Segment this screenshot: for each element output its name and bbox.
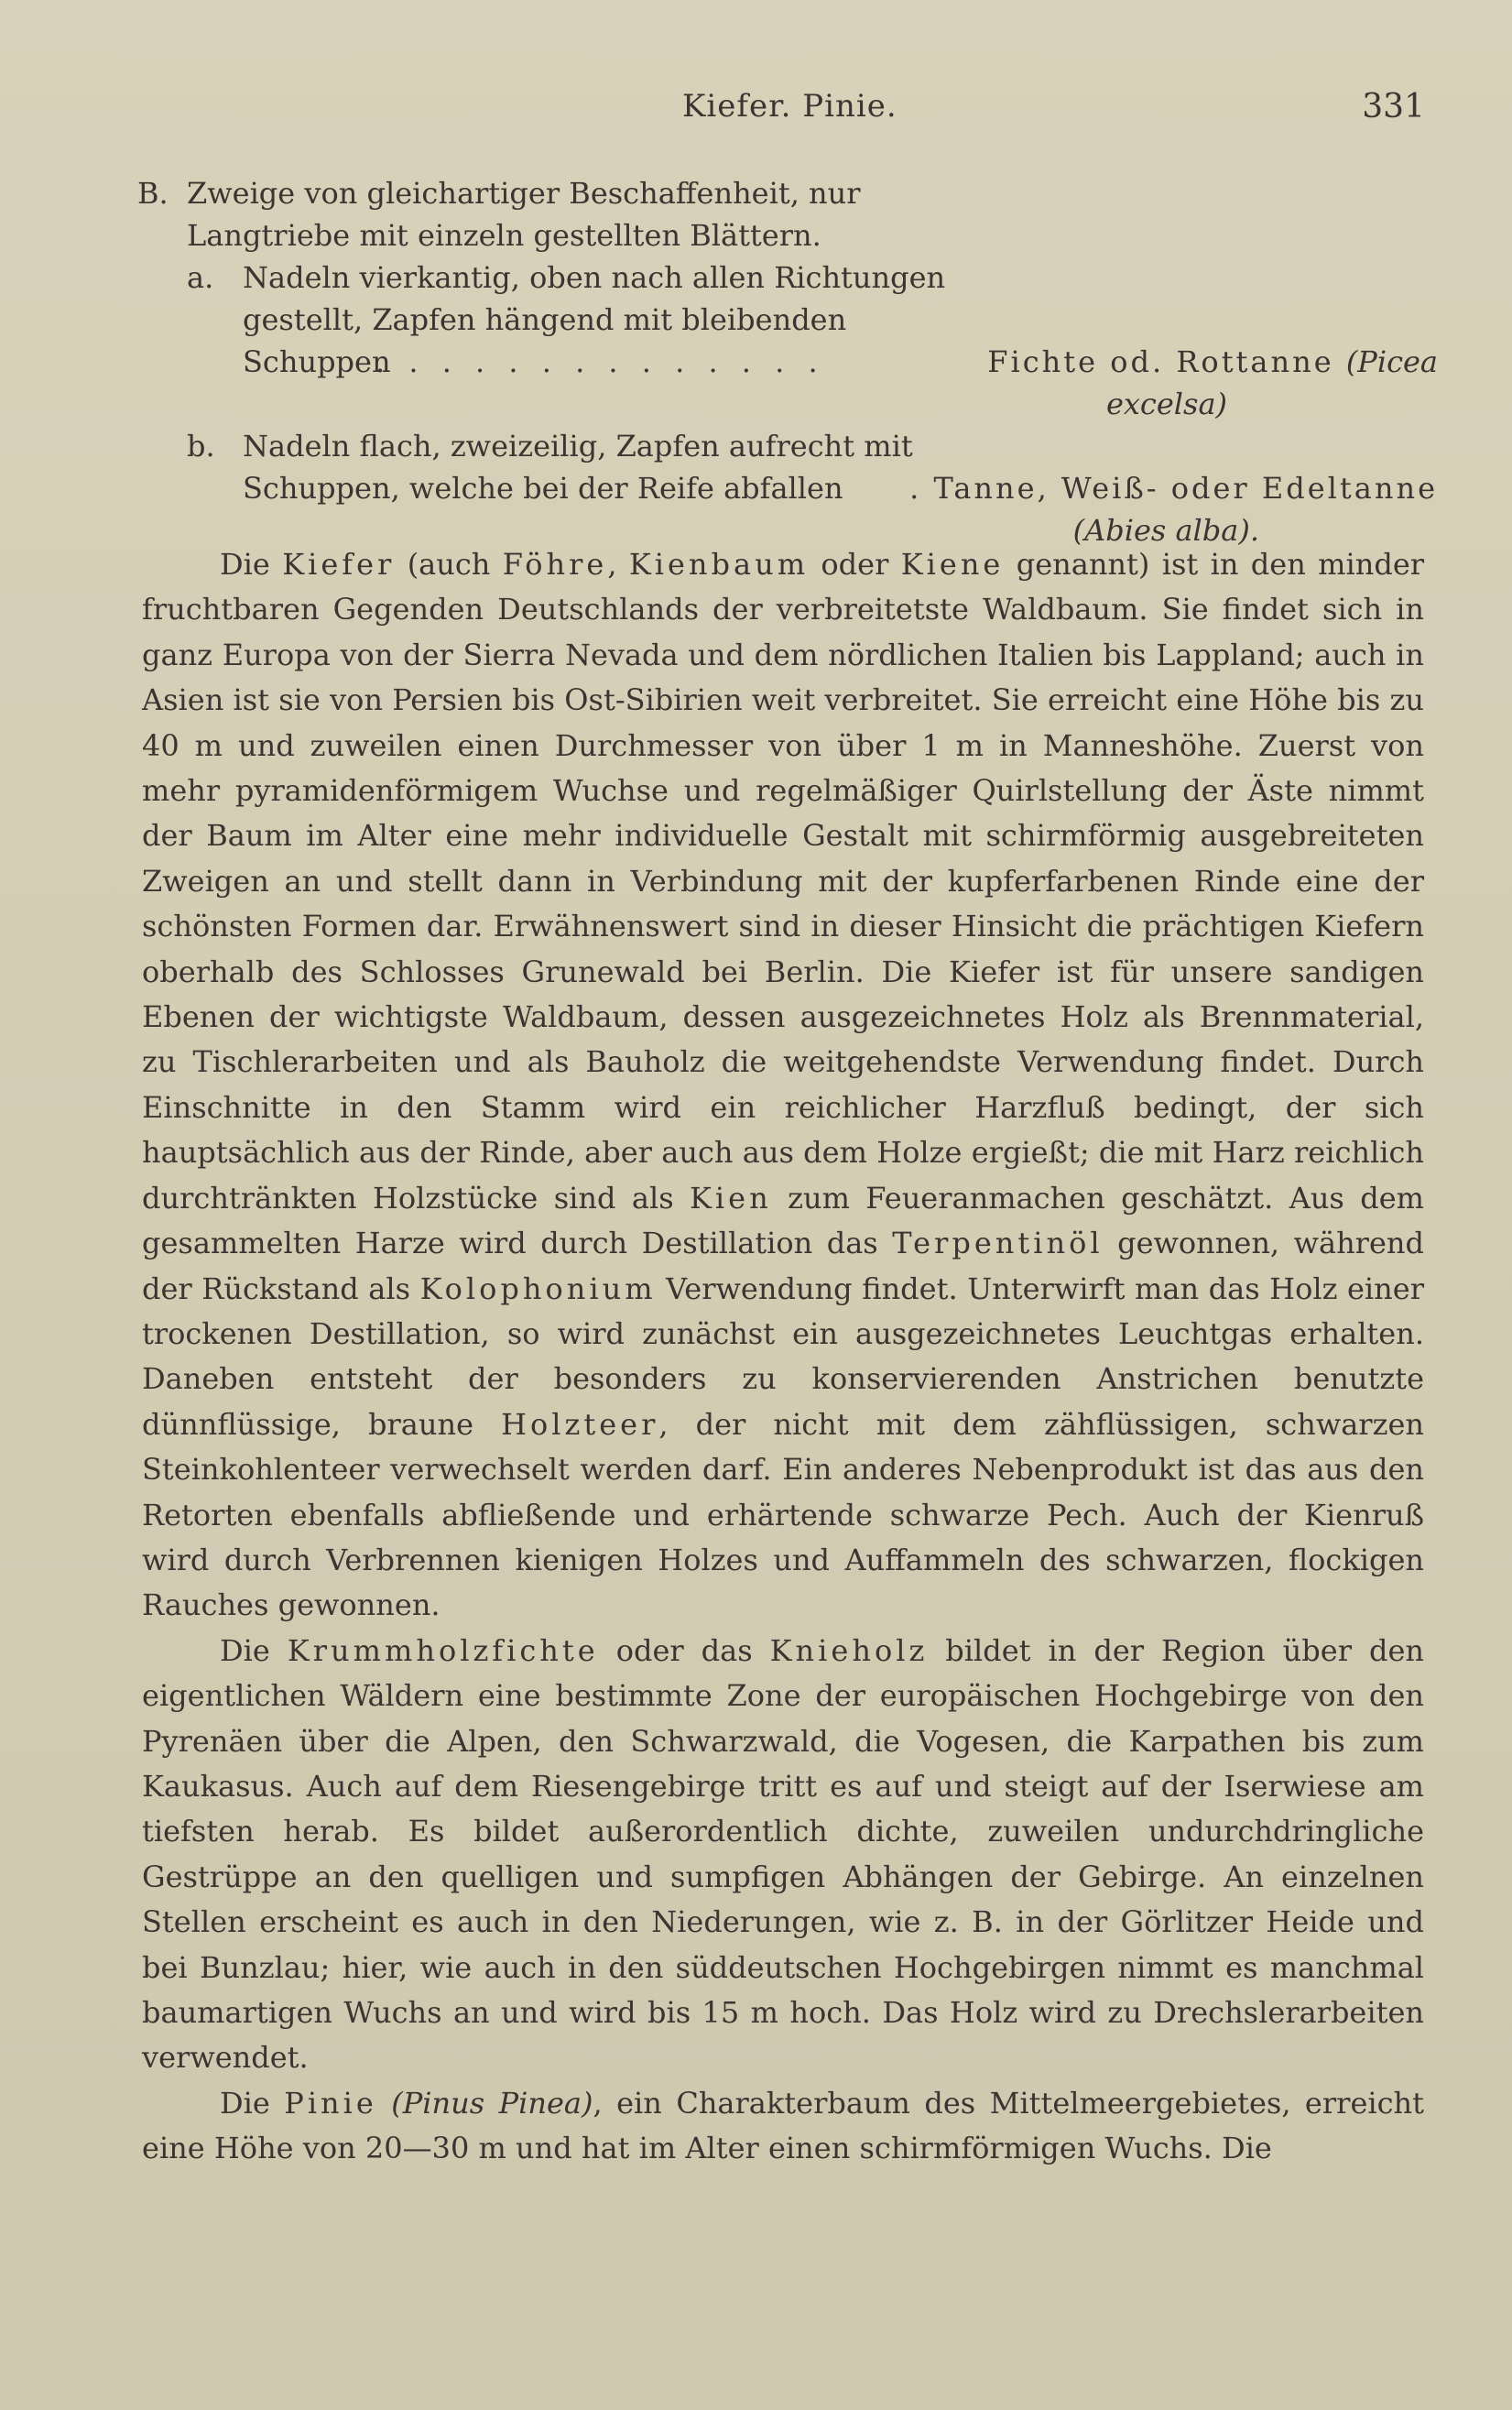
paragraph: [142, 2081, 1424, 2172]
key-row: [137, 425, 1438, 467]
key-row: [137, 172, 1438, 214]
key-text: Zweige von gleichartiger Beschaffenheit, nur: [187, 176, 861, 211]
key-label-b-upper: B.: [137, 176, 169, 211]
term: Kiefer: [282, 547, 396, 582]
latin-name: excelsa): [1105, 387, 1227, 421]
key-text: Nadeln flach, zweizeilig, Zapfen aufrecht mit: [243, 429, 913, 463]
paragraph: [142, 542, 1424, 1629]
running-head: Kiefer. Pinie.: [682, 88, 897, 125]
text: oder: [809, 547, 901, 582]
text: Die: [220, 2085, 285, 2121]
key-text: Schuppen: [243, 344, 391, 379]
term: Kiene: [900, 547, 1005, 582]
latin-name: (Pinus Pinea): [391, 2085, 593, 2121]
text: oder das: [598, 1632, 770, 1668]
text: gewonnen, während der Rückstand als: [142, 1226, 1425, 1306]
key-text: Schuppen, welche bei der Reife abfallen: [243, 471, 843, 506]
key-row: [137, 341, 1438, 383]
text: Verwendung findet. Unterwirft man das Holz einer trockenen Destillation, so wird zunächst ein ausgezeichnetes Leuchtgas erhalten. Daneben entsteht der besonders zu konservierenden Anstrichen benutzte dünnflüssige, braune: [142, 1270, 1425, 1442]
text: , ein Charakterbaum des Mittelmeergebietes, erreicht eine Höhe von 20—30 m und hat im Alter einen schirmförmigen Wuchs. Die: [142, 2085, 1425, 2166]
text: , der nicht mit dem zähflüssigen, schwarzen Steinkohlenteer verwechselt werden darf. Ein anderes Nebenprodukt ist das aus den Retorten ebenfalls abfließende und erhärtende schwarze Pech. Auch der Kienruß wird durch Verbrennen kienigen Holzes und Auffammeln des schwarzen, flockigen Rauches gewonnen.: [142, 1406, 1425, 1623]
latin-name: (Abies alba).: [1072, 513, 1259, 548]
key-result: [1106, 383, 1227, 425]
text: Die: [220, 547, 283, 582]
key-text: gestellt, Zapfen hängend mit bleibenden: [243, 302, 847, 337]
text: (auch: [395, 547, 503, 582]
key-row: [137, 467, 1438, 509]
common-name: Fichte od. Rottanne: [987, 344, 1334, 379]
paragraph: [142, 1629, 1424, 2081]
body-text: [142, 542, 1424, 2172]
term: Kolophonium: [419, 1270, 657, 1306]
text: bildet in der Region über den eigentlichen Wäldern eine bestimmte Zone der europäischen Hochgebirge von den Pyrenäen über die Alpen, den Schwarzwald, die Vogesen, die Karpathen bis zum Kaukasus. Auch auf dem Riesengebirge tritt es auf und steigt auf der Iserwiese am tiefsten herab. Es bildet außerordentlich dichte, zuweilen undurchdringliche Gestrüppe an den quelligen und sumpfigen Abhängen der Gebirge. An einzelnen Stellen erscheint es auch in den Niederungen, wie z. B. in der Görlitzer Heide und bei Bunzlau; hier, wie auch in den süddeutschen Hochgebirgen nimmt es manchmal baumartigen Wuchs an und wird bis 15 m hoch. Das Holz wird zu Drechslerarbeiten verwendet.: [142, 1632, 1425, 2076]
term: Knieholz: [769, 1632, 929, 1668]
key-row: [137, 383, 1438, 425]
page-header: [0, 88, 1512, 134]
text: Die: [220, 1632, 288, 1668]
key-row: [137, 214, 1438, 256]
page-number: 331: [1362, 88, 1425, 125]
text: genannt) ist in den minder fruchtbaren Gegenden Deutschlands der verbreitetste Waldbaum. Sie findet sich in ganz Europa von der Sierra Nevada und dem nördlichen Italien bis Lappland; auch in Asien ist sie von Persien bis Ost-Sibirien weit verbreitet. Sie erreicht eine Höhe bis zu 40 m und zuweilen einen Durchmesser von über 1 m in Manneshöhe. Zuerst von mehr pyramidenförmigem Wuchse und regelmäßiger Quirlstellung der Äste nimmt der Baum im Alter eine mehr individuelle Gestalt mit schirmförmig ausgebreiteten Zweigen an und stellt dann in Verbindung mit der kupferfarbenen Rinde eine der schönsten Formen dar. Erwähnenswert sind in dieser Hinsicht die prächtigen Kiefern oberhalb des Schlosses Grunewald bei Berlin. Die Kiefer ist für unsere sandigen Ebenen der wichtigste Waldbaum, dessen ausgezeichnetes Holz als Brennmaterial, zu Tischlerarbeiten und als Bauholz die weitgehendste Verwendung findet. Durch Einschnitte in den Stamm wird ein reichlicher Harzfluß bedingt, der sich hauptsächlich aus der Rinde, aber auch aus dem Holze ergießt; die mit Harz reichlich durchtränkten Holzstücke sind als: [142, 547, 1425, 1216]
term: Pinie: [284, 2085, 377, 2121]
term: Kienbaum: [628, 547, 810, 582]
key-label-b: b.: [187, 429, 215, 463]
term: Kien: [690, 1180, 772, 1216]
key-result: . Tanne, Weiß- oder Edeltanne: [909, 471, 1438, 506]
text: ,: [607, 547, 629, 582]
key-label-a: a.: [187, 260, 214, 295]
term: Holzteer: [501, 1406, 659, 1442]
text: zum Feueranmachen geschätzt. Aus dem gesammelten Harze wird durch Destillation das: [142, 1180, 1424, 1261]
key-result: [987, 341, 1438, 383]
term: Krummholzfichte: [287, 1632, 599, 1668]
identification-key: [137, 172, 1438, 551]
key-row: [137, 299, 1438, 341]
key-row: [137, 256, 1438, 299]
key-text: Langtriebe mit einzeln gestellten Blättern.: [187, 218, 821, 253]
leader-dots: . . . . . . . . . . . . . .: [375, 344, 825, 379]
text: [377, 2086, 391, 2121]
key-text: Nadeln vierkantig, oben nach allen Richtungen: [243, 260, 946, 295]
term: Föhre: [502, 547, 608, 582]
term: Terpentinöl: [892, 1226, 1104, 1261]
latin-name: (Picea: [1345, 344, 1438, 379]
